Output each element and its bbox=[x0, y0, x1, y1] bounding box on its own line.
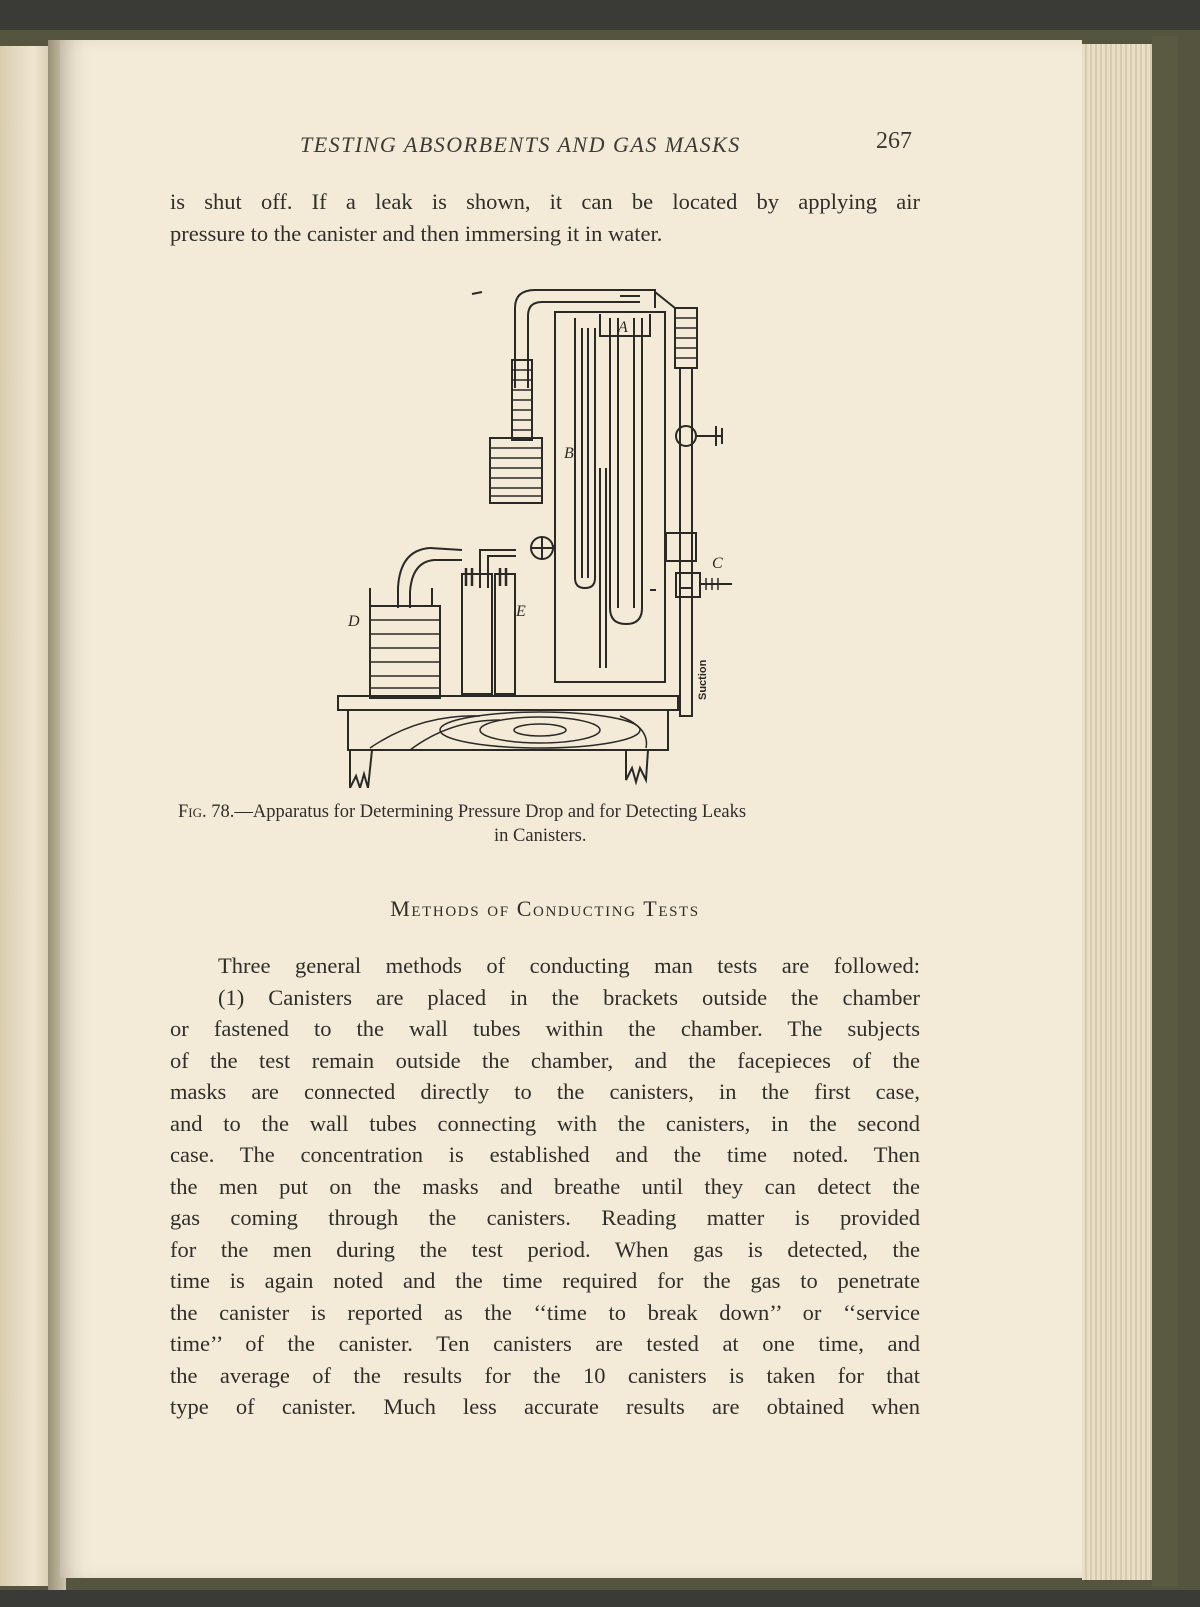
page-number: 267 bbox=[876, 128, 912, 154]
caption-line bbox=[178, 800, 928, 824]
table-leg-left bbox=[350, 750, 372, 788]
text-line: the men put on the masks and breathe until they can detect the bbox=[170, 1173, 920, 1199]
cover-board-edge bbox=[1152, 36, 1178, 1586]
text-line: Three general methods of conducting man tests are followed: bbox=[218, 953, 920, 978]
manometer-1 bbox=[575, 318, 595, 588]
label-e: E bbox=[516, 603, 526, 620]
label-b: B bbox=[564, 445, 574, 462]
text-line: of the test remain outside the chamber, and the facepieces of the bbox=[170, 1047, 920, 1073]
label-suction: Suction bbox=[697, 659, 709, 700]
caption-text: —Apparatus for Determining Pressure Drop and for Detecting Leaks bbox=[234, 802, 747, 822]
section-heading: Methods of Conducting Tests bbox=[390, 896, 700, 921]
page-edges bbox=[1082, 44, 1152, 1580]
caption-line-2: in Canisters. bbox=[494, 826, 587, 846]
label-c: C bbox=[712, 555, 723, 572]
text-line: masks are connected directly to the canisters, in the first case, bbox=[170, 1079, 920, 1104]
top-paragraph bbox=[170, 186, 920, 249]
manometer-2 bbox=[610, 318, 642, 624]
running-head: TESTING ABSORBENTS AND GAS MASKS bbox=[300, 132, 741, 157]
suction-pipe bbox=[680, 588, 692, 716]
text-line: is shut off. If a leak is shown, it can be located by applying air bbox=[170, 189, 920, 214]
apparatus-figure bbox=[330, 288, 780, 788]
figure-caption bbox=[178, 800, 928, 848]
text-line: for the men during the test period. When gas is detected, the bbox=[170, 1236, 920, 1262]
text-line: or fastened to the wall tubes within the chamber. The subjects bbox=[170, 1016, 920, 1041]
text-line: and to the wall tubes connecting with the canisters, in the second bbox=[170, 1110, 920, 1136]
text-line: the average of the results for the 10 canisters is taken for that bbox=[170, 1362, 920, 1388]
text-line: time’’ of the canister. Ten canisters are tested at one time, and bbox=[170, 1331, 920, 1356]
label-a: A bbox=[618, 319, 628, 336]
text-line: time is again noted and the time required for the gas to penetrate bbox=[170, 1268, 920, 1293]
text-line: type of canister. Much less accurate results are obtained when bbox=[170, 1394, 920, 1419]
canister-e bbox=[462, 574, 492, 694]
facing-page-edge bbox=[0, 46, 48, 1586]
caption-fig-label: Fig. 78. bbox=[178, 802, 235, 822]
text-line: (1) Canisters are placed in the brackets outside the chamber bbox=[218, 984, 920, 1010]
text-line: case. The concentration is established and the time noted. Then bbox=[170, 1142, 920, 1167]
label-d: D bbox=[348, 613, 360, 630]
text-line: gas coming through the canisters. Reading matter is provided bbox=[170, 1205, 920, 1230]
bellows-tube bbox=[398, 548, 430, 608]
body-paragraphs bbox=[170, 950, 920, 1423]
table-leg-right bbox=[626, 750, 648, 782]
text-line: pressure to the canister and then immersing it in water. bbox=[170, 220, 663, 246]
text-line: the canister is reported as the ‘‘time to break down’’ or ‘‘service bbox=[170, 1299, 920, 1325]
